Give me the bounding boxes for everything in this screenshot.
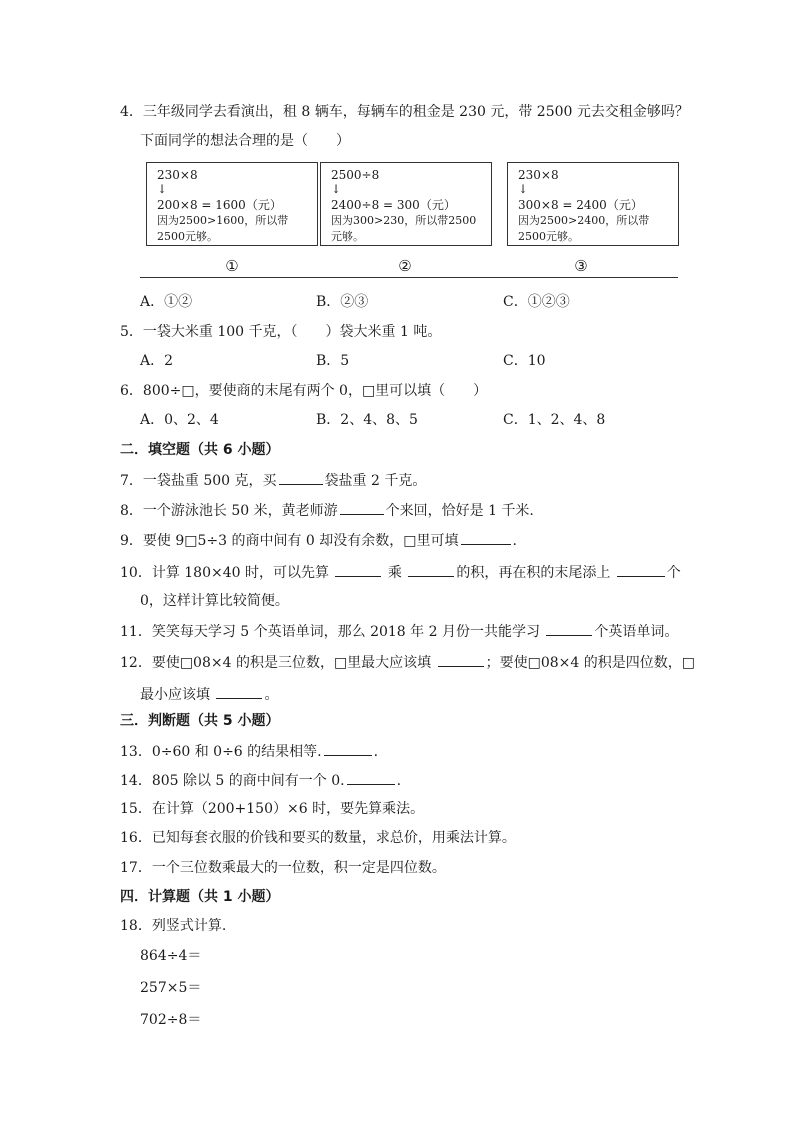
- q8-answer-blank[interactable]: [340, 500, 384, 515]
- q17: 17．一个三位数乘最大的一位数，积一定是四位数。: [120, 860, 446, 876]
- box-3-label: ③: [574, 257, 588, 275]
- section-fill-in-title: 二．填空题（共 6 小题）: [120, 442, 280, 458]
- q11: 11．笑笑每天学习 5 个英语单词，那么 2018 年 2 月份一共能学习 个英语单词。: [120, 621, 678, 642]
- q4-option-c[interactable]: C．①②③: [503, 294, 570, 310]
- q5-option-c[interactable]: C．10: [503, 353, 546, 369]
- q4-box-2: [320, 162, 492, 246]
- q7: 7．一袋盐重 500 克，买 袋盐重 2 千克。: [120, 470, 426, 491]
- q13-answer-blank[interactable]: [324, 741, 372, 756]
- q4-option-a[interactable]: A．①②: [140, 294, 193, 310]
- q10-continued: 0，这样计算比较简便。: [140, 593, 289, 609]
- q4-line2: 下面同学的想法合理的是（ ）: [140, 133, 350, 149]
- q18-title: 18．列竖式计算.: [120, 918, 227, 934]
- q10-blank-2[interactable]: [408, 562, 454, 577]
- q10: 10．计算 180×40 时，可以先算 乘 的积，再在积的末尾添上 个: [120, 562, 681, 583]
- box-1-conclusion: 2500元够。: [157, 230, 218, 243]
- q18-item-3: 702÷8＝: [140, 1012, 202, 1028]
- q9: 9．要使 9□5÷3 的商中间有 0 却没有余数，□里可填 .: [120, 530, 517, 551]
- box-3-reason: 因为2500>2400，所以带: [518, 214, 650, 227]
- q8: 8．一个游泳池长 50 米，黄老师游 个来回，恰好是 1 千米.: [120, 500, 534, 521]
- q12-blank-2[interactable]: [216, 684, 262, 699]
- box-2-expr: 2500÷8: [331, 168, 380, 182]
- q18-item-1: 864÷4＝: [140, 948, 202, 964]
- q14-answer-blank[interactable]: [347, 770, 395, 785]
- box-1-reason: 因为2500>1600，所以带: [157, 214, 289, 227]
- q15: 15．在计算（200+150）×6 时，要先算乘法。: [120, 801, 425, 817]
- q6-option-b[interactable]: B．2、4、8、5: [316, 412, 418, 428]
- q4-line1: 4．三年级同学去看演出，租 8 辆车，每辆车的租金是 230 元，带 2500 元去交租金够吗？: [120, 104, 689, 120]
- box-3-conclusion: 2500元够。: [518, 230, 579, 243]
- section-true-false-title: 三．判断题（共 5 小题）: [120, 713, 280, 729]
- arrow-down-icon: ↓: [157, 182, 168, 196]
- section-calculation-title: 四．计算题（共 1 小题）: [120, 889, 280, 905]
- q10-blank-3[interactable]: [617, 562, 665, 577]
- box-2-calc: 2400÷8 = 300（元）: [331, 198, 456, 212]
- q6-option-a[interactable]: A．0、2、4: [140, 412, 219, 428]
- box-1-label: ①: [225, 257, 239, 275]
- box-2-label: ②: [398, 257, 412, 275]
- q6-text: 6．800÷□，要使商的末尾有两个 0，□里可以填（ ）: [120, 383, 488, 399]
- box-2-conclusion: 元够。: [331, 230, 364, 243]
- q10-blank-1[interactable]: [335, 562, 381, 577]
- box-3-calc: 300×8 = 2400（元）: [518, 198, 643, 212]
- box-1-calc: 200×8 = 1600（元）: [157, 198, 282, 212]
- q7-answer-blank[interactable]: [279, 470, 323, 485]
- q18-item-2: 257×5＝: [140, 980, 202, 996]
- q12-blank-1[interactable]: [438, 652, 484, 667]
- q6-option-c[interactable]: C．1、2、4、8: [503, 412, 606, 428]
- q4-box-3: [507, 162, 679, 246]
- q4-option-b[interactable]: B．②③: [316, 294, 369, 310]
- box-1-expr: 230×8: [157, 168, 198, 182]
- q13: 13．0÷60 和 0÷6 的结果相等. .: [120, 741, 378, 762]
- q11-answer-blank[interactable]: [546, 621, 592, 636]
- q5-option-a[interactable]: A．2: [140, 353, 174, 369]
- arrow-down-icon: ↓: [331, 182, 342, 196]
- q5-text: 5．一袋大米重 100 千克，（ ）袋大米重 1 吨。: [120, 324, 442, 340]
- q12-continued: 最小应该填 。: [140, 684, 278, 705]
- arrow-down-icon: ↓: [518, 182, 529, 196]
- q14: 14．805 除以 5 的商中间有一个 0. .: [120, 770, 401, 791]
- box-3-expr: 230×8: [518, 168, 559, 182]
- box-2-reason: 因为300>230，所以带2500: [331, 214, 477, 227]
- q5-option-b[interactable]: B．5: [316, 353, 350, 369]
- q9-answer-blank[interactable]: [461, 530, 511, 545]
- q12: 12．要使□08×4 的积是三位数，□里最大应该填 ；要使□08×4 的积是四位数，□: [120, 652, 695, 673]
- figure-divider: [140, 277, 678, 278]
- q4-box-1: [146, 162, 318, 246]
- q16: 16．已知每套衣服的价钱和要买的数量，求总价，用乘法计算。: [120, 830, 516, 846]
